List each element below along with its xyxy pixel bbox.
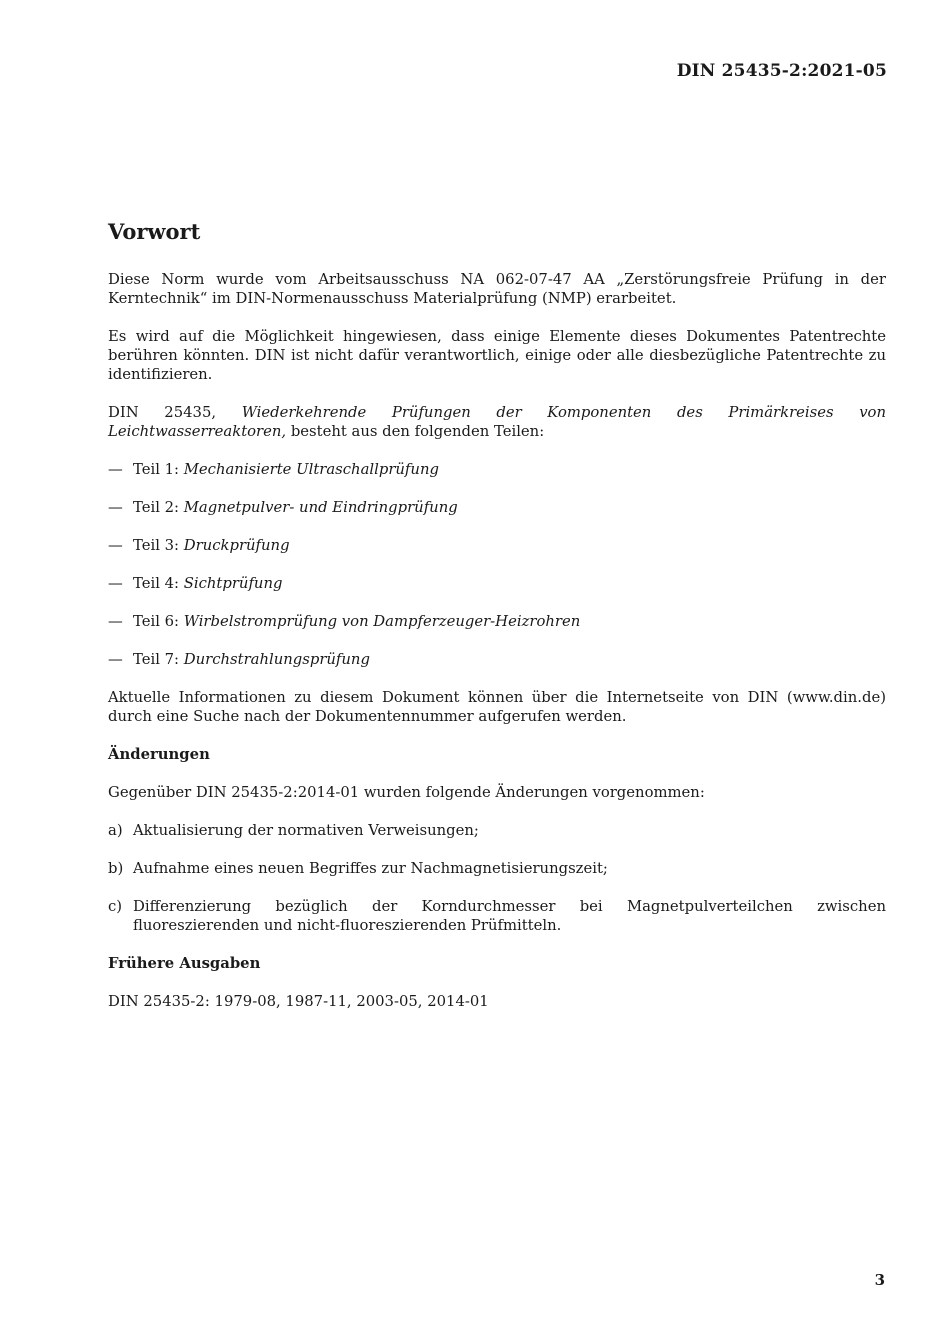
part-label: Teil 1:	[133, 461, 184, 478]
dash-marker: —	[108, 613, 123, 630]
item-text: Differenzierung bezüglich der Korndurchmesser bei Magnetpulverteilchen zwischen fluoreszierenden und nicht-fluoreszierenden Prüfmitteln.	[133, 898, 886, 934]
foreword-paragraph-2: Es wird auf die Möglichkeit hingewiesen, dass einige Elemente dieses Dokumentes Patentrechte berühren könnten. DIN ist nicht dafür verantwortlich, einige oder alle diesbezügliche Patentrechte zu identifizieren.	[108, 328, 886, 383]
document-code: DIN 25435-2:2021-05	[676, 61, 887, 81]
foreword-paragraph-3	[108, 403, 886, 441]
changes-intro: Gegenüber DIN 25435-2:2014-01 wurden folgende Änderungen vorgenommen:	[108, 784, 705, 801]
series-suffix: besteht aus den folgenden Teilen:	[286, 423, 545, 440]
page-content	[108, 218, 886, 1030]
part-title: Durchstrahlungsprüfung	[183, 651, 370, 668]
foreword-paragraph-4: Aktuelle Informationen zu diesem Dokument können über die Internetseite von DIN (www.din.de) durch eine Suche nach der Dokumentennummer aufgerufen werden.	[108, 689, 886, 725]
page-number: 3	[874, 1271, 885, 1289]
item-marker: a)	[108, 822, 123, 839]
item-marker: c)	[108, 898, 123, 915]
item-text: Aufnahme eines neuen Begriffes zur Nachmagnetisierungszeit;	[133, 860, 608, 877]
list-item	[108, 460, 886, 479]
parts-list	[108, 460, 886, 669]
part-label: Teil 6:	[133, 613, 184, 630]
section-heading-previous-editions: Frühere Ausgaben	[108, 955, 261, 972]
part-label: Teil 2:	[133, 499, 184, 516]
part-title: Magnetpulver- und Eindringprüfung	[183, 499, 458, 516]
part-label: Teil 7:	[133, 651, 184, 668]
item-text: Aktualisierung der normativen Verweisungen;	[133, 822, 479, 839]
section-heading-changes: Änderungen	[108, 746, 210, 763]
foreword-paragraph-1: Diese Norm wurde vom Arbeitsausschuss NA 062-07-47 AA „Zerstörungsfreie Prüfung in der Kerntechnik“ im DIN-Normenausschuss Materialprüfung (NMP) erarbeitet.	[108, 271, 886, 307]
part-title: Sichtprüfung	[183, 575, 283, 592]
dash-marker: —	[108, 537, 123, 554]
list-item	[108, 859, 886, 878]
series-prefix: DIN 25435,	[108, 404, 242, 421]
part-label: Teil 3:	[133, 537, 184, 554]
dash-marker: —	[108, 461, 123, 478]
previous-editions-text: DIN 25435-2: 1979-08, 1987-11, 2003-05, 2014-01	[108, 993, 489, 1010]
part-title: Druckprüfung	[183, 537, 290, 554]
changes-list	[108, 821, 886, 935]
dash-marker: —	[108, 499, 123, 516]
list-item	[108, 821, 886, 840]
list-item	[108, 536, 886, 555]
list-item	[108, 897, 886, 935]
list-item	[108, 574, 886, 593]
series-title: Wiederkehrende Prüfungen der Komponenten des Primärkreises von Leichtwasserreaktoren,	[108, 404, 886, 440]
part-title: Wirbelstromprüfung von Dampferzeuger-Heizrohren	[183, 613, 581, 630]
section-title-foreword: Vorwort	[108, 219, 201, 244]
part-title: Mechanisierte Ultraschallprüfung	[183, 461, 439, 478]
list-item	[108, 612, 886, 631]
part-label: Teil 4:	[133, 575, 184, 592]
list-item	[108, 498, 886, 517]
list-item	[108, 650, 886, 669]
dash-marker: —	[108, 651, 123, 668]
dash-marker: —	[108, 575, 123, 592]
item-marker: b)	[108, 860, 124, 877]
